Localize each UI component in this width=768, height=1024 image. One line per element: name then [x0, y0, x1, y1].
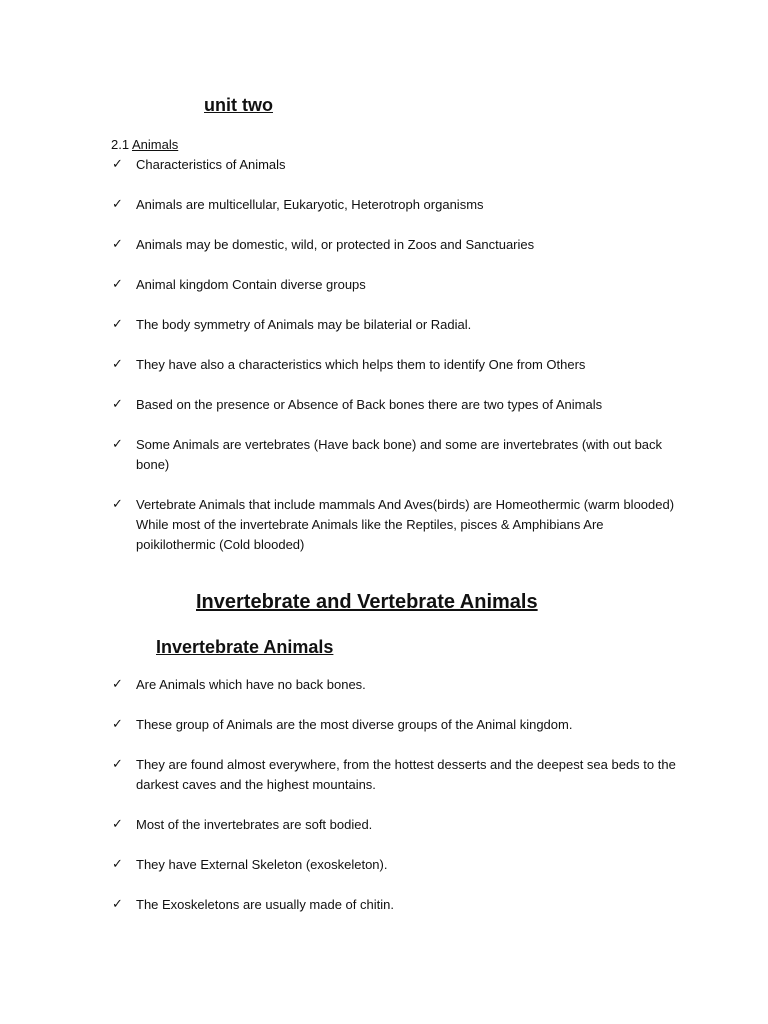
list-item-text: Are Animals which have no back bones. [136, 677, 366, 692]
list-item-text: Vertebrate Animals that include mammals And Aves(birds) are Homeothermic (warm blooded) While most of the invertebrate Animals like the Reptiles, pisces & Amphibians Are poikilothermic (Cold blooded) [136, 497, 675, 552]
sub-heading: Invertebrate Animals [156, 637, 334, 657]
checkmark-icon: ✓ [112, 856, 123, 871]
list-item-text: Most of the invertebrates are soft bodied. [136, 817, 373, 832]
checkmark-icon: ✓ [112, 236, 123, 251]
list-item [111, 715, 681, 735]
checkmark-icon: ✓ [112, 396, 123, 411]
checkmark-icon: ✓ [112, 196, 123, 211]
checkmark-icon: ✓ [112, 496, 123, 511]
list-item [111, 435, 681, 475]
unit-title: unit two [204, 95, 273, 115]
list-item-text: Animals are multicellular, Eukaryotic, Heterotroph organisms [136, 197, 484, 212]
list-item [111, 235, 681, 255]
list-item-text: They have also a characteristics which helps them to identify One from Others [136, 357, 586, 372]
list-item-text: The body symmetry of Animals may be bilaterial or Radial. [136, 317, 472, 332]
checkmark-icon: ✓ [112, 356, 123, 371]
section-name: Animals [131, 137, 179, 152]
list-item-text: These group of Animals are the most diverse groups of the Animal kingdom. [136, 717, 573, 732]
list-item-text: Some Animals are vertebrates (Have back bone) and some are invertebrates (with out back bone) [136, 437, 663, 472]
checkmark-icon: ✓ [112, 156, 123, 171]
list-item [111, 495, 681, 555]
checkmark-icon: ✓ [112, 716, 123, 731]
checkmark-icon: ✓ [112, 756, 123, 771]
list-item-text: Characteristics of Animals [136, 157, 286, 172]
list-item-text: They are found almost everywhere, from the hottest desserts and the deepest sea beds to the darkest caves and the highest mountains. [136, 757, 676, 792]
list-item [111, 895, 681, 915]
checkmark-icon: ✓ [112, 276, 123, 291]
checkmark-icon: ✓ [112, 816, 123, 831]
list-item-text: Animal kingdom Contain diverse groups [136, 277, 366, 292]
list-item [111, 755, 681, 795]
list-item-text: The Exoskeletons are usually made of chitin. [136, 897, 394, 912]
list-item [111, 355, 681, 375]
checkmark-icon: ✓ [112, 316, 123, 331]
list-item [111, 315, 681, 335]
checkmark-icon: ✓ [112, 676, 123, 691]
main-heading: Invertebrate and Vertebrate Animals [196, 591, 538, 613]
list-item [111, 395, 681, 415]
section-heading [111, 137, 178, 152]
characteristics-list [111, 155, 681, 575]
checkmark-icon: ✓ [112, 896, 123, 911]
list-item-text: Based on the presence or Absence of Back bones there are two types of Animals [136, 397, 603, 412]
list-item [111, 815, 681, 835]
list-item-text: Animals may be domestic, wild, or protected in Zoos and Sanctuaries [136, 237, 535, 252]
list-item-text: They have External Skeleton (exoskeleton). [136, 857, 388, 872]
list-item [111, 155, 681, 175]
list-item [111, 195, 681, 215]
list-item [111, 275, 681, 295]
invertebrate-points-list [111, 675, 681, 935]
list-item [111, 855, 681, 875]
list-item [111, 675, 681, 695]
section-number: 2.1 [111, 137, 130, 152]
checkmark-icon: ✓ [112, 436, 123, 451]
